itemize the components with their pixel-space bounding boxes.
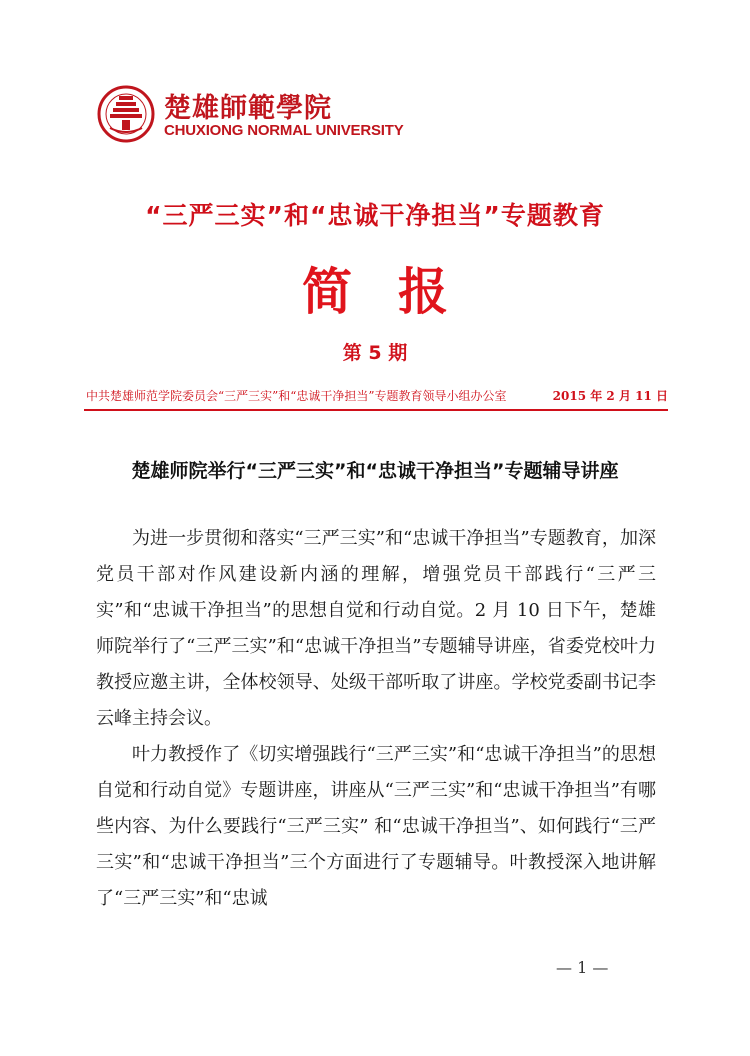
article-paragraph: 叶力教授作了《切实增强践行“三严三实”和“忠诚干净担当”的思想自觉和行动自觉》专题讲座，讲座从“三严三实”和“忠诚干净担当”有哪些内容、为什么要践行“三严三实” 和“忠诚干净担当”、如何践行“三严三实”和“忠诚干净担当”三个方面进行了专题辅导。叶教授深入地讲解了“三严三实”和“忠诚 [96,744,656,909]
university-logo [96,84,416,148]
article-paragraph: 为进一步贯彻和落实“三严三实”和“忠诚干净担当”专题教育，加深党员干部对作风建设新内涵的理解，增强党员干部践行“三严三实”和“忠诚干净担当”的思想自觉和行动自觉。2 月 10 日下午，楚雄师院举行了“三严三实”和“忠诚干净担当”专题辅导讲座，省委党校叶力教授应邀主讲，全体校领导、处级干部听取了讲座。学校党委副书记李云峰主持会议。 [96,528,656,729]
issuer-date-row [84,387,668,407]
logo-english-name: CHUXIONG NORMAL UNIVERSITY [164,122,404,139]
bulletin-subtitle: “三严三实”和“忠诚干净担当”专题教育 [145,201,605,230]
bulletin-masthead: 简报 [302,263,494,321]
header-divider [84,409,668,411]
issue-number: 第 5 期 [342,342,408,364]
article-body [96,521,656,917]
logo-chinese-name: 楚雄師範學院 [164,93,332,124]
issue-date: 2015 年 2 月 11 日 [552,389,668,403]
issuer: 中共楚雄师范学院委员会“三严三实”和“忠诚干净担当”专题教育领导小组办公室 [86,389,507,403]
page-number: — 1 — [556,958,609,977]
university-emblem-icon [96,84,156,144]
article-title: 楚雄师院举行“三严三实”和“忠诚干净担当”专题辅导讲座 [131,460,619,482]
